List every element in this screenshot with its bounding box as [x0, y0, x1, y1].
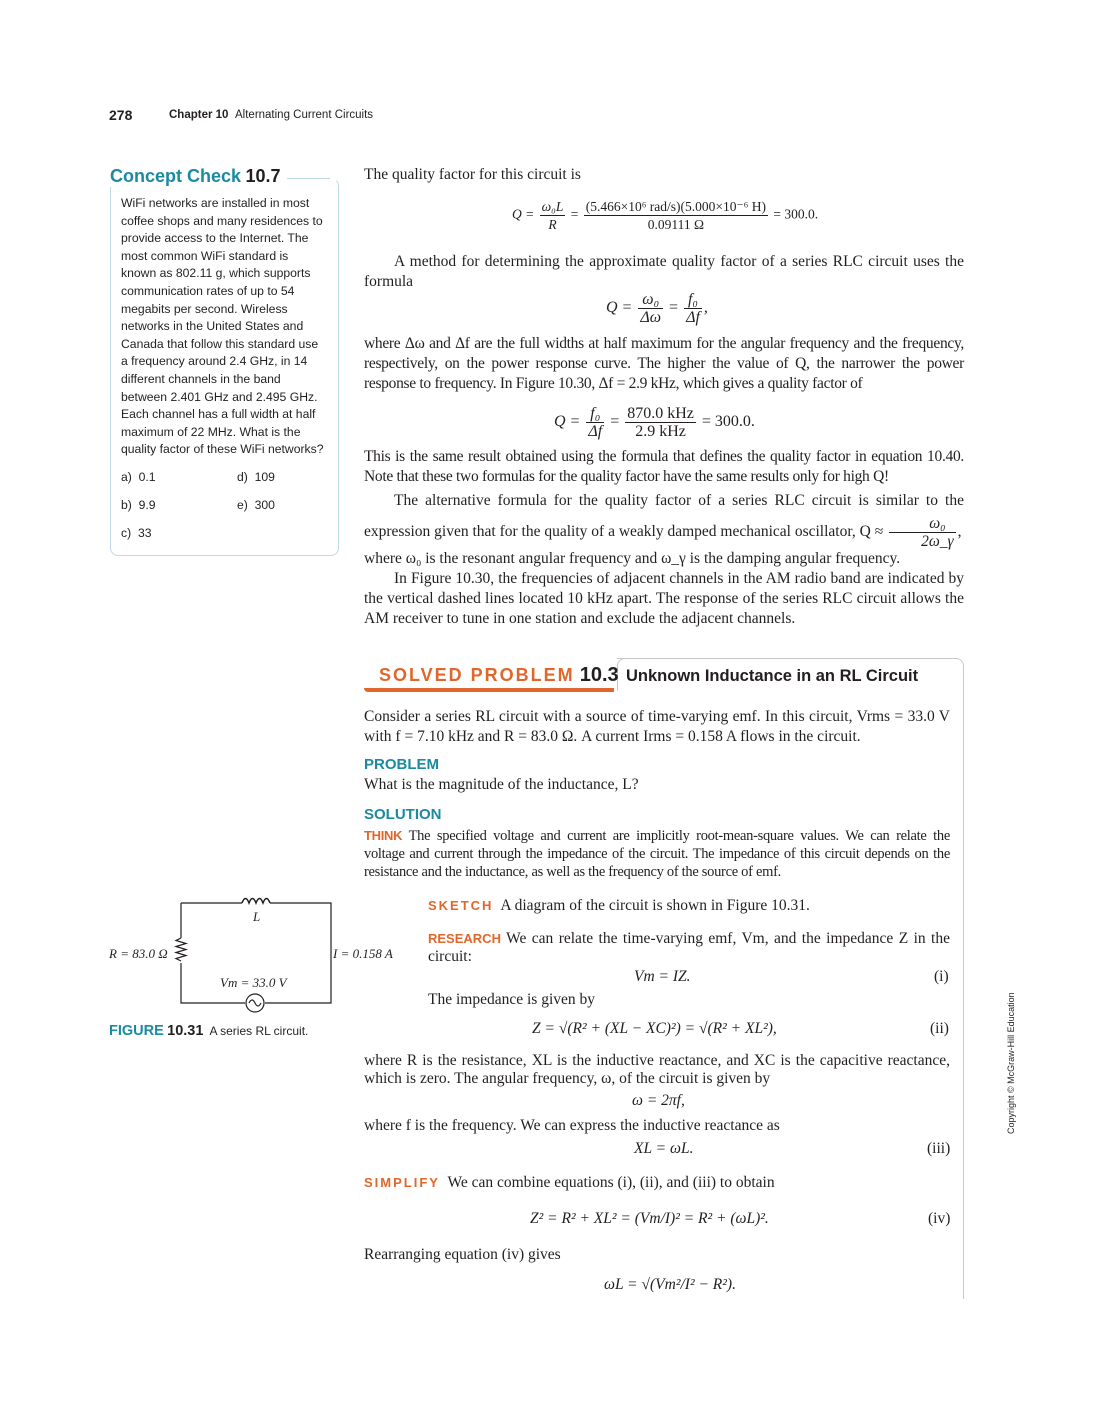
impedance-text: The impedance is given by	[428, 991, 596, 1008]
sketch-step: SKETCH A diagram of the circuit is shown in Figure 10.31.	[428, 897, 810, 914]
equation-iii: XL = ωL.	[634, 1140, 694, 1157]
paragraph-am-band: In Figure 10.30, the frequencies of adjacent channels in the AM radio band are indicated by the vertical dashed lines located 10 kHz apart. The response of the series RLC circuit allows the AM receiver to tune in one station and exclude the adjacent channels.	[364, 570, 964, 627]
inductor-label: L	[253, 909, 261, 924]
resistance-label: R = 83.0 Ω	[109, 946, 168, 961]
problem-heading: PROBLEM	[364, 756, 439, 773]
equation-i: Vm = IZ.	[634, 968, 691, 985]
equation-quality-factor: Q = $\frac{\text{ω₀L}}{R}$ = $\frac{\text{(5.466×10⁶ rad/s)(5.000×10⁻⁶ H)}}{0.09111 \Omega}$ = 300.0.	[512, 199, 819, 232]
solved-problem-underline	[364, 688, 614, 692]
page-number: 278	[109, 107, 133, 123]
solved-problem-label: SOLVED PROBLEM 10.3	[379, 664, 619, 686]
concept-check-question: WiFi networks are installed in most coffee shops and many residences to provide access to the Internet. The most common WiFi standard is known as 802.11 g, which supports communication rates of up to 54 megabits per second. Wireless networks in the United States and Canada that follow this standard use a frequency around 2.4 GHz, in 14 different channels in the band between 2.401 GHz and 2.495 GHz. Each channel has a full width at half maximum of 22 MHz. What is the quality factor of these WiFi networks?	[121, 196, 324, 457]
paragraph-method: A method for determining the approximate quality factor of a series RLC circuit uses the formula	[364, 253, 964, 290]
equation-ii-number: (ii)	[930, 1020, 949, 1037]
problem-intro: Consider a series RL circuit with a source of time-varying emf. In this circuit, Vrms = 33.0 V with f = 7.10 kHz and R = 83.0 Ω. A current Irms = 0.158 A flows in the circuit.	[364, 708, 950, 745]
equation-v: ωL = √(Vm²/I² − R²).	[604, 1276, 736, 1293]
option-d[interactable]: d) 109	[237, 470, 275, 484]
equation-iii-number: (iii)	[927, 1140, 951, 1157]
option-b[interactable]: b) 9.9	[121, 498, 156, 512]
chapter-title: Alternating Current Circuits	[235, 109, 374, 121]
inductor-icon	[242, 899, 270, 904]
current-label: I = 0.158 A	[333, 946, 393, 961]
option-e[interactable]: e) 300	[237, 498, 275, 512]
equation-ii: Z = √(R² + (XL − XC)²) = √(R² + XL²),	[532, 1020, 777, 1037]
concept-check-number: 10.7	[245, 166, 281, 186]
problem-question: What is the magnitude of the inductance, L?	[364, 776, 639, 793]
solved-problem-title: Unknown Inductance in an RL Circuit	[626, 667, 919, 685]
resistor-icon	[176, 938, 186, 961]
paragraph-same-result: This is the same result obtained using the formula that defines the quality factor in equation 10.40. Note that these two formulas for the quality factor have the same results only for high Q!	[364, 448, 964, 485]
equation-i-number: (i)	[934, 968, 949, 985]
solution-heading: SOLUTION	[364, 806, 442, 823]
think-step: THINK The specified voltage and current are implicitly root-mean-square values. We can relate the voltage and current through the impedance of the circuit. The impedance of this circuit depends on the resistance and the inductance, as well as the frequency of the source of emf.	[364, 828, 950, 880]
figure-caption: FIGURE 10.31 A series RL circuit.	[109, 1023, 309, 1039]
rearrange-text: Rearranging equation (iv) gives	[364, 1246, 561, 1263]
equation-omega: ω = 2πf,	[632, 1092, 685, 1109]
reactance-text: where R is the resistance, XL is the inductive reactance, and XC is the capacitive reactance, which is zero. The angular frequency, ω, of the circuit is given by	[364, 1052, 950, 1087]
chapter-label: Chapter 10	[169, 109, 229, 121]
concept-check-title	[104, 166, 287, 187]
option-a[interactable]: a) 0.1	[121, 470, 156, 484]
paragraph-alternative: The alternative formula for the quality factor of a series RLC circuit is similar to the expression given that for the quality of a weakly damped mechanical oscillator, Q ≈ $\frac{\text{ω₀}}{2\omega\_\gamma}$ ,	[364, 492, 964, 550]
voltage-label: Vm = 33.0 V	[220, 975, 287, 990]
copyright-notice: Copyright © McGraw-Hill Education	[1006, 992, 1016, 1134]
equation-q-widths: Q = $\frac{\text{ω₀}}{\Delta\omega}$ = $\frac{\text{f₀}}{\Delta f}$ ,	[606, 291, 708, 326]
equation-iv: Z² = R² + XL² = (Vm/I)² = R² + (ωL)².	[530, 1210, 769, 1227]
paragraph-widths: where Δω and Δf are the full widths at half maximum for the angular frequency and the frequency, respectively, on the power response curve. The higher the value of Q, the narrower the power response to frequency. In Figure 10.30, Δf = 2.9 kHz, which gives a quality factor of	[364, 335, 964, 392]
frequency-text: where f is the frequency. We can express the inductive reactance as	[364, 1117, 780, 1134]
research-step: RESEARCH We can relate the time-varying emf, Vm, and the impedance Z in the circuit:	[428, 930, 950, 965]
equation-q-value: Q = $\frac{\text{f₀}}{\Delta f}$ = $\frac{\text{870.0 kHz}}{\text{2.9 kHz}}$ = 300.0.	[554, 405, 755, 440]
concept-check-label: Concept Check	[110, 166, 242, 186]
paragraph-quality-intro: The quality factor for this circuit is	[364, 166, 581, 183]
paragraph-resonant: where ω₀ is the resonant angular frequency and ω_γ is the damping angular frequency.	[364, 550, 901, 567]
option-c[interactable]: c) 33	[121, 526, 152, 540]
equation-iv-number: (iv)	[928, 1210, 951, 1227]
simplify-step: SIMPLIFY We can combine equations (i), (ii), and (iii) to obtain	[364, 1174, 775, 1191]
